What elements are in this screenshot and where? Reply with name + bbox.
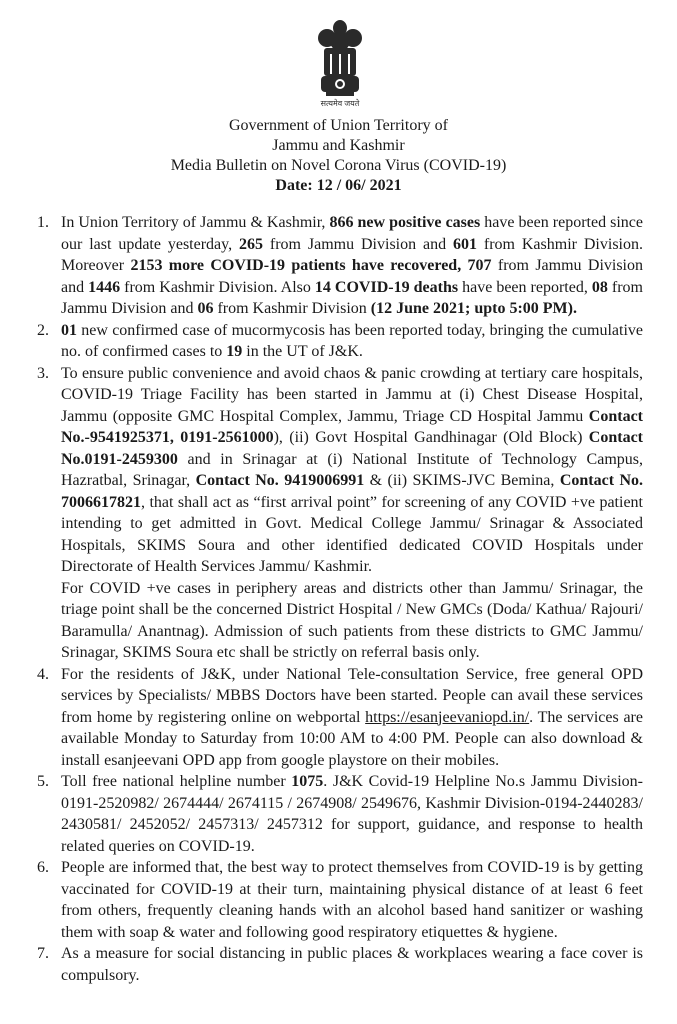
- item-number: 1.: [37, 214, 49, 231]
- item-paragraph: [61, 771, 643, 857]
- bulletin-date: Date: 12 / 06/ 2021: [275, 177, 402, 194]
- item-number: 3.: [37, 364, 49, 382]
- bold-text: (12 June 2021; upto 5:00 PM).: [370, 300, 577, 317]
- bold-text: 265: [239, 235, 264, 253]
- text: , that shall act as “first arrival point” for screening of any COVID +ve patient intending to get admitted in Govt. Medical College Jammu/ Srinagar & Associated Hospitals, SKIMS Soura and other identified dedicated COVID Hospitals under Directorate of Health Services Jammu/ Kashmir.: [61, 493, 643, 575]
- bulletin-item: [0, 664, 677, 772]
- bold-text: 2153 more COVID-19 patients have recovered, 707: [130, 257, 492, 274]
- text: have been reported,: [458, 278, 592, 296]
- item-paragraph: [61, 857, 643, 943]
- text: from Jammu Division and: [61, 278, 643, 317]
- bold-text: Contact No.-9541925371, 0191-2561000: [61, 407, 643, 446]
- text: ), (ii) Govt Hospital Gandhinagar (Old Block): [273, 429, 589, 446]
- bold-text: 1075: [291, 773, 324, 790]
- bulletin-items-list: [0, 212, 677, 986]
- bold-text: 14 COVID-19 deaths: [314, 278, 459, 296]
- text: from Kashmir Division: [213, 300, 371, 317]
- text: As a measure for social distancing in public places & workplaces wearing a face cover is compulsory.: [61, 945, 643, 984]
- text: To ensure public convenience and avoid chaos & panic crowding at tertiary care hospitals, COVID-19 Triage Facility has been started in Jammu at (i) Chest Disease Hospital, Jammu (opposite GMC Hospital Complex, Jammu, Triage CD Hospital Jammu: [61, 364, 643, 425]
- emblem-motto: सत्यमेव जयते: [320, 99, 360, 108]
- text: new confirmed case of mucormycosis has been reported today, bringing the cumulative no. of confirmed cases to: [61, 321, 643, 360]
- bold-text: 06: [197, 300, 214, 317]
- bold-text: 601: [453, 235, 477, 253]
- bulletin-item: [0, 771, 677, 857]
- header-government: Government of Union Territory of: [229, 117, 448, 134]
- header-territory: Jammu and Kashmir: [272, 137, 405, 154]
- text: . The services are available Monday to Saturday from 10:00 AM to 4:00 PM. People can also download & install esanjeevani OPD app from google playstore on their mobiles.: [61, 708, 643, 769]
- bulletin-item: [0, 363, 677, 664]
- text: For COVID +ve cases in periphery areas and districts other than Jammu/ Srinagar, the triage point shall be the concerned District Hospital / New GMCs (Doda/ Kathua/ Rajouri/ Baramulla/ Anantnag). Admission of such patients from these districts to GMC Jammu/ Srinagar, SKIMS Soura etc shall be strictly on referral basis only.: [61, 579, 643, 661]
- header-bulletin-title: Media Bulletin on Novel Corona Virus (COVID-19): [170, 157, 507, 174]
- item-paragraph: [61, 664, 643, 772]
- item-number: 4.: [37, 665, 49, 683]
- bold-text: 08: [591, 278, 608, 296]
- text: . J&K Covid-19 Helpline No.s Jammu Division- 0191-2520982/ 2674444/ 2674115 / 2674908/ 2549676, Kashmir Division-0194-2440283/ 2430581/ 2452052/ 2457313/ 2457312 for support, guidance, and response to health related queries on COVID-19.: [61, 773, 643, 855]
- bulletin-header: [0, 116, 677, 196]
- text: from Kashmir Division. Also: [120, 278, 315, 296]
- bold-text: Contact No. 9419006991: [195, 472, 365, 489]
- text: & (ii) SKIMS-JVC Bemina,: [364, 472, 560, 489]
- item-number: 2.: [37, 321, 49, 339]
- bold-text: 1446: [88, 278, 121, 296]
- webportal-link[interactable]: https://esanjeevaniopd.in/: [365, 708, 530, 726]
- text: in the UT of J&K.: [242, 343, 363, 360]
- item-paragraph: [61, 212, 643, 320]
- bold-text: 866 new positive cases: [329, 214, 481, 231]
- item-paragraph: [61, 320, 643, 363]
- text: from Jammu Division and: [263, 235, 453, 253]
- bold-text: Contact No.0191-2459300: [61, 429, 643, 468]
- text: For the residents of J&K, under National Tele-consultation Service, free general OPD services by Specialists/ MBBS Doctors have been started. People can avail these services from home by registering online on webportal: [61, 665, 643, 726]
- item-paragraph: [61, 578, 643, 664]
- item-paragraph: [61, 943, 643, 986]
- text: and in Srinagar at (i) National Institute of Technology Campus, Hazratbal, Srinagar,: [61, 450, 643, 489]
- bulletin-item: [0, 943, 677, 986]
- bulletin-item: [0, 320, 677, 363]
- text: from Jammu Division and: [61, 257, 644, 296]
- bold-text: Contact No. 7006617821: [61, 472, 644, 511]
- item-number: 5.: [37, 773, 49, 790]
- bold-text: 01: [61, 321, 77, 339]
- text: Toll free national helpline number: [61, 773, 292, 790]
- item-number: 7.: [37, 945, 49, 962]
- text: from Kashmir Division. Moreover: [61, 235, 643, 274]
- bold-text: 19: [226, 343, 243, 360]
- text: People are informed that, the best way to protect themselves from COVID-19 is by getting vaccinated for COVID-19 at their turn, maintaining physical distance of at least 6 feet from others, frequently cleaning hands with an alcohol based hand sanitizer or washing them with soap & water and following good respiratory etiquettes & hygiene.: [61, 859, 643, 941]
- text: have been reported since our last update yesterday,: [61, 214, 643, 253]
- text: In Union Territory of Jammu & Kashmir,: [61, 214, 330, 231]
- item-number: 6.: [37, 859, 49, 876]
- item-paragraph: [61, 363, 643, 578]
- bulletin-item: [0, 857, 677, 943]
- bulletin-item: [0, 212, 677, 320]
